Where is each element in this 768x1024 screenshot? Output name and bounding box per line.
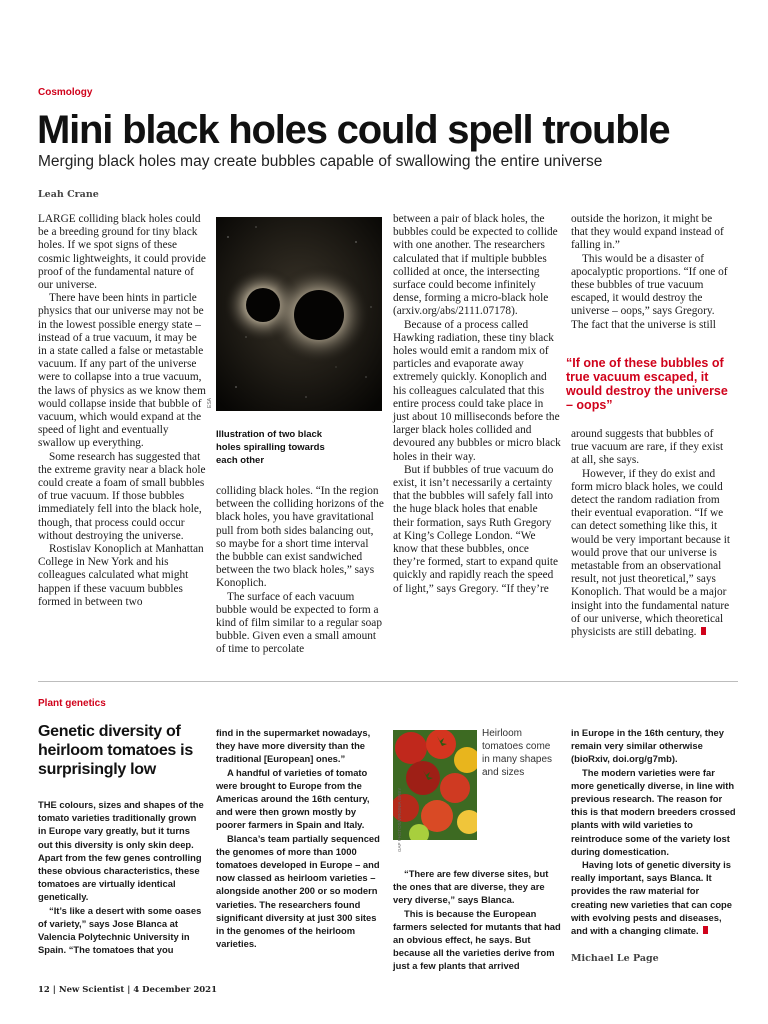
end-mark-icon xyxy=(703,926,708,934)
tomatoes-illustration xyxy=(393,730,477,840)
paragraph: This would be a disaster of apocalyptic proportions. “If one of these bubbles of true vacuum escaped, it would destroy the universe – oops,” says Gregory. The fact that the universe is still xyxy=(571,252,728,331)
article-column-3 xyxy=(393,213,561,596)
section-label: Plant genetics xyxy=(38,698,106,709)
black-holes-image xyxy=(216,217,382,411)
image-credit: ESA xyxy=(207,397,213,408)
end-mark-icon xyxy=(701,627,706,635)
section-label: Cosmology xyxy=(38,87,93,98)
image-credit: GAP PHOTOS/VIRGINIA GREY xyxy=(397,787,402,852)
paragraph: A handful of varieties of tomato were brought to Europe from the Americas around the 16th century, and were then grown mostly by poorer farmers in Spain and Italy. xyxy=(216,766,370,831)
article-column-2 xyxy=(216,485,384,657)
paragraph: colliding black holes. “In the region between the colliding horizons of the black holes, you have gravitational pull from both sides balancing out, so maybe for a short time interval the bubble can exist sandwiched between the two black holes,” says Konoplich. xyxy=(216,485,384,590)
black-hole-small xyxy=(246,288,280,322)
paragraph: There have been hints in particle physics that our universe may not be in the lowest possible energy state – instead of a true vacuum, it may be in a state called a false or metastable vacuum. If any part of the universe were to collapse into a true vacuum, the laws of physics as we know them would collapse inside that bubble of vacuum, which would expand at the speed of light and eventually swallow up everything. xyxy=(38,292,206,450)
paragraph: around suggests that bubbles of true vacuum are rare, if they exist at all, she says. xyxy=(571,428,724,467)
tomatoes-image xyxy=(393,730,477,840)
byline: Michael Le Page xyxy=(571,953,659,964)
paragraph-text: However, if they do exist and form micro black holes, we could detect the random radiation from their eventual evaporation. “If we can detect something like this, it would be very important because it would prove that our universe is metastable from an observational result, not just theoretical,” says Konoplich. That would be a major insight into the fundamental nature of our universe, which theoretical physicists are still debating. xyxy=(571,467,731,639)
image-caption: Heirloom tomatoes come in many shapes and sizes xyxy=(482,728,553,778)
paragraph: “It’s like a desert with some oases of variety,” says Jose Blanca at Valencia Polytechnic University in Spain. “The tomatoes that you xyxy=(38,904,202,956)
pull-quote: “If one of these bubbles of true vacuum escaped, it would destroy the universe – oops” xyxy=(566,356,728,412)
paragraph: Rostislav Konoplich at Manhattan College in New York and his colleagues calculated what might happen if these vacuum bubbles formed in between two xyxy=(38,543,204,608)
paragraph-text: Having lots of genetic diversity is really important, says Blanca. It provides the raw material for creating new varieties that can cope with evolving pests and diseases, and with a changing climate. xyxy=(571,859,732,937)
article-column-4-top xyxy=(571,213,731,332)
article-column-1 xyxy=(38,213,206,609)
paragraph: find in the supermarket nowadays, they have more diversity than the traditional [European] ones.” xyxy=(216,727,371,765)
article-column-1 xyxy=(38,798,206,956)
paragraph: “There are few diverse sites, but the ones that are diverse, they are very diverse,” says Blanca. xyxy=(393,868,549,906)
paragraph: The surface of each vacuum bubble would be expected to form a kind of film similar to a regular soap bubble. Given even a small amount of time to percolate xyxy=(216,590,382,656)
headline: Genetic diversity of heirloom tomatoes is surprisingly low xyxy=(38,723,193,778)
paragraph: The modern varieties were far more genetically diverse, in line with previous research. The reason for this is that modern breeders crossed plants with wild varieties to reintroduce some of the variety lost during domestication. xyxy=(571,766,736,857)
headline: Mini black holes could spell trouble xyxy=(37,108,670,152)
paragraph: THE colours, sizes and shapes of the tomato varieties traditionally grown in Europe vary greatly, but it turns out this diversity is only skin deep. Apart from the few genes controlling these obvious characteristics, these tomatoes are virtually identical genetically. xyxy=(38,799,204,903)
standfirst: Merging black holes may create bubbles capable of swallowing the entire universe xyxy=(38,153,603,170)
paragraph xyxy=(571,468,731,640)
paragraph: This is because the European farmers selected for mutants that had an obvious effect, he says. But because all the varieties derive from just a few plants that arrived xyxy=(393,907,561,972)
paragraph: outside the horizon, it might be that they would expand instead of falling in.” xyxy=(571,213,724,252)
paragraph: Blanca’s team partially sequenced the genomes of more than 1000 tomatoes developed in Europe – and now classed as heirloom varieties – alongside another 200 or so modern varieties. The researchers found significant diversity at just 300 sites in the genomes of the heirloom varieties. xyxy=(216,832,380,950)
image-caption: Illustration of two black holes spiralling towards each other xyxy=(216,429,325,466)
article-column-4 xyxy=(571,726,736,937)
page-footer: 12 | New Scientist | 4 December 2021 xyxy=(38,985,217,995)
paragraph: Some research has suggested that the extreme gravity near a black hole could create a foam of small bubbles of true vacuum. If those bubbles immediately fell into the black hole, though, that process could occur without destroying the universe. xyxy=(38,450,206,542)
paragraph: between a pair of black holes, the bubbles could be expected to collide with one another. The researchers calculated that if multiple bubbles collided at once, the intersecting surface could become infinitely dense, forming a micro-black hole (arxiv.org/abs/2111.07178). xyxy=(393,213,558,318)
paragraph: LARGE colliding black holes could be a breeding ground for tiny black holes. If we spot signs of these cosmic lightweights, it could provide proof of the fundamental nature of our universe. xyxy=(38,213,206,292)
article-column-3 xyxy=(393,867,561,973)
paragraph: in Europe in the 16th century, they remain very similar otherwise (bioRxiv, doi.org/g7mb). xyxy=(571,727,724,765)
article-column-2 xyxy=(216,726,384,950)
section-divider xyxy=(38,681,738,682)
byline: Leah Crane xyxy=(38,189,99,200)
paragraph: Because of a process called Hawking radiation, these tiny black holes would emit a random mix of particles and evaporate away extremely quickly. Konoplich and his colleagues calculated that this entire process could take place in just about 10 milliseconds before the larger black holes collided and devoured any bubbles or micro black holes in their way. xyxy=(393,318,561,463)
article-column-4-bottom xyxy=(571,428,731,639)
black-holes-illustration xyxy=(216,217,382,411)
paragraph: But if bubbles of true vacuum do exist, it isn’t necessarily a certainty that the bubbles will safely fall into the huge black holes that enable their formation, says Ruth Gregory at King’s College London. “We know that these bubbles, once they’re formed, start to expand quite quickly and rapidly reach the speed of light,” says Gregory. “If they’re xyxy=(393,463,559,595)
paragraph xyxy=(571,858,736,937)
black-hole-large xyxy=(294,290,344,340)
